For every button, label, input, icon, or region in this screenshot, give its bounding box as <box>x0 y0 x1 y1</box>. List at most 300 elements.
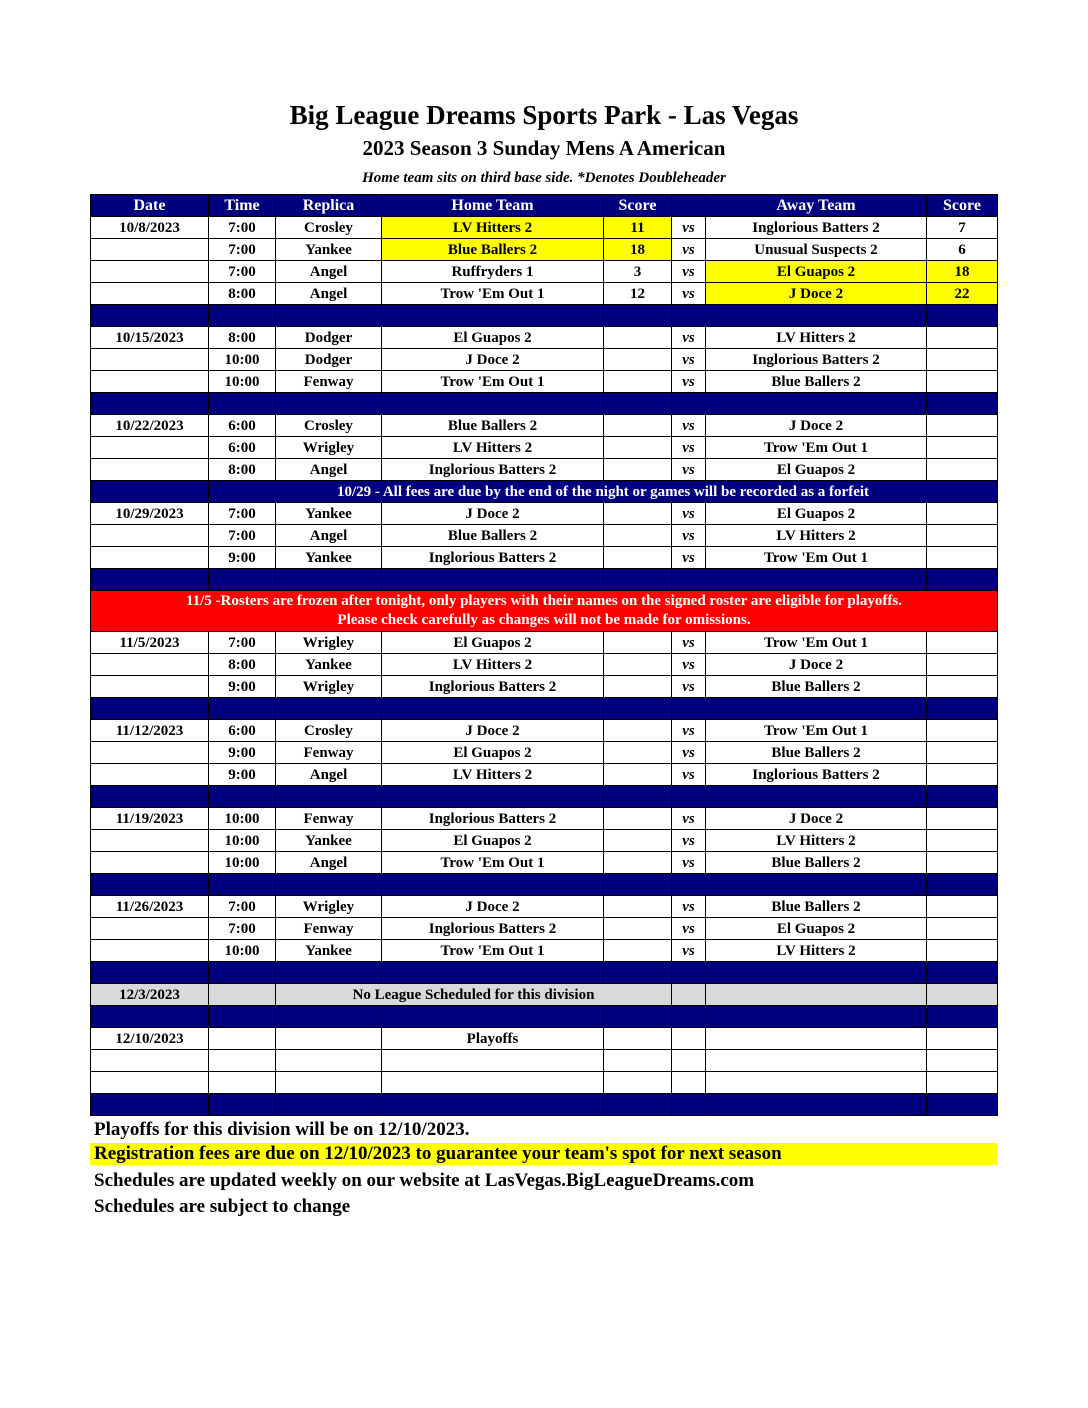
game-time: 8:00 <box>209 459 276 481</box>
spacer-cell <box>672 305 706 327</box>
game-date <box>91 764 209 786</box>
spacer-cell <box>604 786 672 808</box>
no-league-date: 12/3/2023 <box>91 984 209 1006</box>
home-score <box>604 764 672 786</box>
roster-notice <box>91 591 998 632</box>
home-team: Inglorious Batters 2 <box>382 918 604 940</box>
blank-cell <box>672 1072 706 1094</box>
game-time: 10:00 <box>209 371 276 393</box>
game-field: Fenway <box>276 742 382 764</box>
game-time: 7:00 <box>209 217 276 239</box>
game-field: Yankee <box>276 239 382 261</box>
vs-label: vs <box>672 283 706 305</box>
game-date <box>91 676 209 698</box>
game-row <box>91 503 998 525</box>
spacer-cell <box>927 305 998 327</box>
home-score: 11 <box>604 217 672 239</box>
blank-cell <box>927 1072 998 1094</box>
blank-cell <box>91 1050 209 1072</box>
home-team: Trow 'Em Out 1 <box>382 940 604 962</box>
game-field: Angel <box>276 459 382 481</box>
away-score <box>927 676 998 698</box>
away-score <box>927 720 998 742</box>
game-row <box>91 720 998 742</box>
game-date <box>91 371 209 393</box>
spacer-cell <box>91 393 209 415</box>
spacer-cell <box>382 698 604 720</box>
vs-label: vs <box>672 349 706 371</box>
spacer-cell <box>706 569 927 591</box>
game-date <box>91 525 209 547</box>
game-field: Fenway <box>276 918 382 940</box>
spacer-cell <box>91 874 209 896</box>
game-row <box>91 371 998 393</box>
vs-label: vs <box>672 547 706 569</box>
game-row <box>91 437 998 459</box>
game-row <box>91 525 998 547</box>
home-team: Trow 'Em Out 1 <box>382 283 604 305</box>
game-row <box>91 676 998 698</box>
spacer-cell <box>604 698 672 720</box>
away-score <box>927 349 998 371</box>
game-date: 10/29/2023 <box>91 503 209 525</box>
spacer-cell <box>91 698 209 720</box>
blank-cell <box>604 1028 672 1050</box>
fees-notice-row <box>91 481 998 503</box>
game-field: Fenway <box>276 371 382 393</box>
game-time: 8:00 <box>209 327 276 349</box>
spacer-cell <box>672 1006 706 1028</box>
vs-label: vs <box>672 239 706 261</box>
spacer-cell <box>209 874 276 896</box>
spacer-cell <box>91 569 209 591</box>
footer-website-note: Schedules are updated weekly on our website at LasVegas.BigLeagueDreams.com <box>94 1170 755 1191</box>
away-team: J Doce 2 <box>706 283 927 305</box>
blank-cell <box>209 1028 276 1050</box>
game-field: Angel <box>276 261 382 283</box>
game-time: 10:00 <box>209 940 276 962</box>
blank-cell <box>276 1028 382 1050</box>
blank-cell <box>706 1072 927 1094</box>
home-team: Trow 'Em Out 1 <box>382 852 604 874</box>
away-score <box>927 371 998 393</box>
blank-cell <box>382 1050 604 1072</box>
game-field: Crosley <box>276 415 382 437</box>
col-home-team: Home Team <box>382 195 604 217</box>
game-field: Wrigley <box>276 437 382 459</box>
home-score <box>604 720 672 742</box>
game-date <box>91 852 209 874</box>
spacer-cell <box>672 698 706 720</box>
game-time: 7:00 <box>209 632 276 654</box>
away-team: Blue Ballers 2 <box>706 676 927 698</box>
spacer-row <box>91 698 998 720</box>
home-score <box>604 654 672 676</box>
away-team: Blue Ballers 2 <box>706 742 927 764</box>
home-team: LV Hitters 2 <box>382 217 604 239</box>
game-row <box>91 239 998 261</box>
game-field: Wrigley <box>276 632 382 654</box>
home-team: J Doce 2 <box>382 720 604 742</box>
spacer-cell <box>672 393 706 415</box>
game-row <box>91 830 998 852</box>
home-score <box>604 437 672 459</box>
spacer-cell <box>672 569 706 591</box>
away-team: Blue Ballers 2 <box>706 896 927 918</box>
away-team: J Doce 2 <box>706 415 927 437</box>
spacer-row <box>91 874 998 896</box>
game-field: Dodger <box>276 349 382 371</box>
spacer-row <box>91 786 998 808</box>
home-team: El Guapos 2 <box>382 327 604 349</box>
spacer-cell <box>927 962 998 984</box>
away-team: LV Hitters 2 <box>706 830 927 852</box>
spacer-cell <box>276 569 382 591</box>
spacer-cell <box>672 1094 706 1116</box>
game-date <box>91 742 209 764</box>
spacer-row <box>91 1006 998 1028</box>
home-team: El Guapos 2 <box>382 742 604 764</box>
blank-cell <box>706 1050 927 1072</box>
game-field: Angel <box>276 852 382 874</box>
roster-notice-line2: Please check carefully as changes will not be made for omissions. <box>337 612 751 628</box>
home-team: Inglorious Batters 2 <box>382 676 604 698</box>
playoffs-label: Playoffs <box>382 1028 604 1050</box>
vs-label: vs <box>672 503 706 525</box>
spacer-cell <box>706 393 927 415</box>
home-score <box>604 371 672 393</box>
spacer-cell <box>91 1094 209 1116</box>
game-field: Crosley <box>276 217 382 239</box>
vs-label: vs <box>672 764 706 786</box>
vs-label: vs <box>672 459 706 481</box>
col-time: Time <box>209 195 276 217</box>
blank-cell <box>604 1072 672 1094</box>
game-time: 7:00 <box>209 239 276 261</box>
game-time: 9:00 <box>209 742 276 764</box>
blank-cell <box>276 1050 382 1072</box>
away-score <box>927 742 998 764</box>
col-home-score: Score <box>604 195 672 217</box>
spacer-cell <box>706 874 927 896</box>
blank-cell <box>382 1072 604 1094</box>
vs-label: vs <box>672 742 706 764</box>
spacer-cell <box>209 569 276 591</box>
game-date: 11/19/2023 <box>91 808 209 830</box>
blank-cell <box>927 1028 998 1050</box>
playoffs-date: 12/10/2023 <box>91 1028 209 1050</box>
game-row <box>91 808 998 830</box>
game-time: 7:00 <box>209 896 276 918</box>
spacer-cell <box>209 1094 276 1116</box>
away-score <box>927 896 998 918</box>
spacer-cell <box>276 698 382 720</box>
col-vs <box>672 195 706 217</box>
home-score <box>604 459 672 481</box>
game-date <box>91 940 209 962</box>
game-date <box>91 437 209 459</box>
home-score <box>604 547 672 569</box>
game-row <box>91 327 998 349</box>
home-score <box>604 676 672 698</box>
blank-cell <box>706 1028 927 1050</box>
playoffs-row <box>91 1028 998 1050</box>
vs-label: vs <box>672 720 706 742</box>
vs-label: vs <box>672 632 706 654</box>
spacer-cell <box>382 874 604 896</box>
spacer-row <box>91 1094 998 1116</box>
game-row <box>91 261 998 283</box>
away-team: Blue Ballers 2 <box>706 852 927 874</box>
home-team: Inglorious Batters 2 <box>382 808 604 830</box>
spacer-cell <box>276 962 382 984</box>
spacer-cell <box>209 393 276 415</box>
spacer-cell <box>706 962 927 984</box>
spacer-cell <box>276 1094 382 1116</box>
home-team: J Doce 2 <box>382 349 604 371</box>
blank-cell <box>209 984 276 1006</box>
col-away-score: Score <box>927 195 998 217</box>
game-time: 10:00 <box>209 808 276 830</box>
col-date: Date <box>91 195 209 217</box>
roster-notice-row <box>91 591 998 632</box>
spacer-cell <box>706 305 927 327</box>
game-field: Angel <box>276 283 382 305</box>
home-score <box>604 742 672 764</box>
spacer-cell <box>382 569 604 591</box>
game-row <box>91 764 998 786</box>
game-field: Dodger <box>276 327 382 349</box>
away-team: Trow 'Em Out 1 <box>706 720 927 742</box>
away-team: LV Hitters 2 <box>706 940 927 962</box>
game-field: Yankee <box>276 547 382 569</box>
home-score <box>604 808 672 830</box>
home-team: LV Hitters 2 <box>382 764 604 786</box>
away-team: J Doce 2 <box>706 808 927 830</box>
home-score <box>604 852 672 874</box>
blank-cell <box>209 1050 276 1072</box>
away-score: 18 <box>927 261 998 283</box>
away-team: Trow 'Em Out 1 <box>706 437 927 459</box>
home-team: Blue Ballers 2 <box>382 239 604 261</box>
game-row <box>91 742 998 764</box>
spacer-cell <box>209 698 276 720</box>
away-team: Inglorious Batters 2 <box>706 349 927 371</box>
col-replica: Replica <box>276 195 382 217</box>
spacer-cell <box>927 1006 998 1028</box>
home-score <box>604 896 672 918</box>
spacer-cell <box>91 1006 209 1028</box>
home-team: Ruffryders 1 <box>382 261 604 283</box>
game-date <box>91 459 209 481</box>
spacer-cell <box>382 305 604 327</box>
blank-cell <box>91 1072 209 1094</box>
spacer-cell <box>927 569 998 591</box>
home-team: Blue Ballers 2 <box>382 415 604 437</box>
vs-label: vs <box>672 327 706 349</box>
home-team: J Doce 2 <box>382 896 604 918</box>
spacer-cell <box>672 962 706 984</box>
game-date <box>91 261 209 283</box>
spacer-cell <box>604 1006 672 1028</box>
game-date <box>91 547 209 569</box>
no-league-text: No League Scheduled for this division <box>276 984 672 1006</box>
away-score <box>927 525 998 547</box>
vs-label: vs <box>672 896 706 918</box>
home-score <box>604 503 672 525</box>
spacer-cell <box>604 1094 672 1116</box>
away-score <box>927 764 998 786</box>
spacer-cell <box>382 393 604 415</box>
spacer-cell <box>604 569 672 591</box>
game-time: 9:00 <box>209 676 276 698</box>
game-row <box>91 459 998 481</box>
game-field: Yankee <box>276 654 382 676</box>
away-score <box>927 918 998 940</box>
away-team: J Doce 2 <box>706 654 927 676</box>
spacer-cell <box>276 1006 382 1028</box>
home-score: 12 <box>604 283 672 305</box>
vs-label: vs <box>672 654 706 676</box>
spacer-row <box>91 569 998 591</box>
home-team: El Guapos 2 <box>382 830 604 852</box>
spacer-cell <box>382 1094 604 1116</box>
home-score <box>604 415 672 437</box>
game-date: 10/8/2023 <box>91 217 209 239</box>
away-team: El Guapos 2 <box>706 459 927 481</box>
away-score <box>927 437 998 459</box>
game-date <box>91 283 209 305</box>
game-time: 10:00 <box>209 852 276 874</box>
away-score <box>927 547 998 569</box>
home-team: Trow 'Em Out 1 <box>382 371 604 393</box>
spacer-cell <box>706 786 927 808</box>
away-team: Trow 'Em Out 1 <box>706 632 927 654</box>
blank-cell <box>927 1050 998 1072</box>
spacer-row <box>91 962 998 984</box>
home-team: Inglorious Batters 2 <box>382 459 604 481</box>
blank-cell <box>604 1050 672 1072</box>
fees-notice: 10/29 - All fees are due by the end of the night or games will be recorded as a forfeit <box>209 481 998 503</box>
away-team: Blue Ballers 2 <box>706 371 927 393</box>
game-time: 7:00 <box>209 261 276 283</box>
away-score <box>927 632 998 654</box>
away-team: Inglorious Batters 2 <box>706 217 927 239</box>
vs-label: vs <box>672 852 706 874</box>
col-away-team: Away Team <box>706 195 927 217</box>
spacer-cell <box>209 786 276 808</box>
blank-cell <box>209 1072 276 1094</box>
spacer-cell <box>927 393 998 415</box>
away-score: 6 <box>927 239 998 261</box>
banner-blank <box>91 481 209 503</box>
away-score <box>927 415 998 437</box>
game-time: 9:00 <box>209 764 276 786</box>
spacer-cell <box>382 962 604 984</box>
game-field: Yankee <box>276 940 382 962</box>
game-field: Wrigley <box>276 676 382 698</box>
home-team: LV Hitters 2 <box>382 437 604 459</box>
game-time: 6:00 <box>209 437 276 459</box>
blank-cell <box>927 984 998 1006</box>
blank-cell <box>706 984 927 1006</box>
game-date: 10/22/2023 <box>91 415 209 437</box>
away-team: Trow 'Em Out 1 <box>706 547 927 569</box>
spacer-row <box>91 393 998 415</box>
header-row <box>91 195 998 217</box>
game-date <box>91 239 209 261</box>
spacer-cell <box>604 962 672 984</box>
game-field: Wrigley <box>276 896 382 918</box>
footer-registration-note: Registration fees are due on 12/10/2023 to guarantee your team's spot for next season <box>90 1143 997 1165</box>
away-score <box>927 808 998 830</box>
vs-label: vs <box>672 808 706 830</box>
vs-label: vs <box>672 830 706 852</box>
game-row <box>91 415 998 437</box>
roster-notice-line1: 11/5 -Rosters are frozen after tonight, only players with their names on the signed roster are eligible for playoffs. <box>185 593 903 609</box>
blank-cell <box>276 1072 382 1094</box>
home-score <box>604 525 672 547</box>
home-team: El Guapos 2 <box>382 632 604 654</box>
header-note: Home team sits on third base side. *Denotes Doubleheader <box>362 170 726 186</box>
spacer-cell <box>604 874 672 896</box>
spacer-cell <box>382 1006 604 1028</box>
game-time: 7:00 <box>209 918 276 940</box>
vs-label: vs <box>672 437 706 459</box>
game-field: Angel <box>276 764 382 786</box>
empty-row <box>91 1072 998 1094</box>
spacer-cell <box>209 305 276 327</box>
game-date <box>91 830 209 852</box>
spacer-cell <box>706 698 927 720</box>
away-score <box>927 654 998 676</box>
spacer-cell <box>276 305 382 327</box>
home-score <box>604 349 672 371</box>
footer-change-note: Schedules are subject to change <box>94 1196 351 1217</box>
blank-cell <box>672 1050 706 1072</box>
game-row <box>91 217 998 239</box>
game-field: Fenway <box>276 808 382 830</box>
away-score <box>927 327 998 349</box>
spacer-cell <box>672 874 706 896</box>
away-team: LV Hitters 2 <box>706 327 927 349</box>
spacer-cell <box>276 393 382 415</box>
game-date: 11/5/2023 <box>91 632 209 654</box>
home-team: LV Hitters 2 <box>382 654 604 676</box>
home-score <box>604 327 672 349</box>
vs-label: vs <box>672 415 706 437</box>
game-time: 10:00 <box>209 830 276 852</box>
game-date <box>91 349 209 371</box>
spacer-cell <box>604 305 672 327</box>
game-date: 11/12/2023 <box>91 720 209 742</box>
away-team: LV Hitters 2 <box>706 525 927 547</box>
away-score <box>927 852 998 874</box>
schedule-table <box>90 194 998 1116</box>
no-league-row <box>91 984 998 1006</box>
spacer-cell <box>276 874 382 896</box>
away-score <box>927 940 998 962</box>
page-title: Big League Dreams Sports Park - Las Vegas <box>289 100 799 130</box>
spacer-cell <box>91 786 209 808</box>
home-score <box>604 940 672 962</box>
home-team: Inglorious Batters 2 <box>382 547 604 569</box>
vs-label: vs <box>672 940 706 962</box>
game-time: 10:00 <box>209 349 276 371</box>
away-team: Inglorious Batters 2 <box>706 764 927 786</box>
game-time: 9:00 <box>209 547 276 569</box>
game-time: 7:00 <box>209 525 276 547</box>
